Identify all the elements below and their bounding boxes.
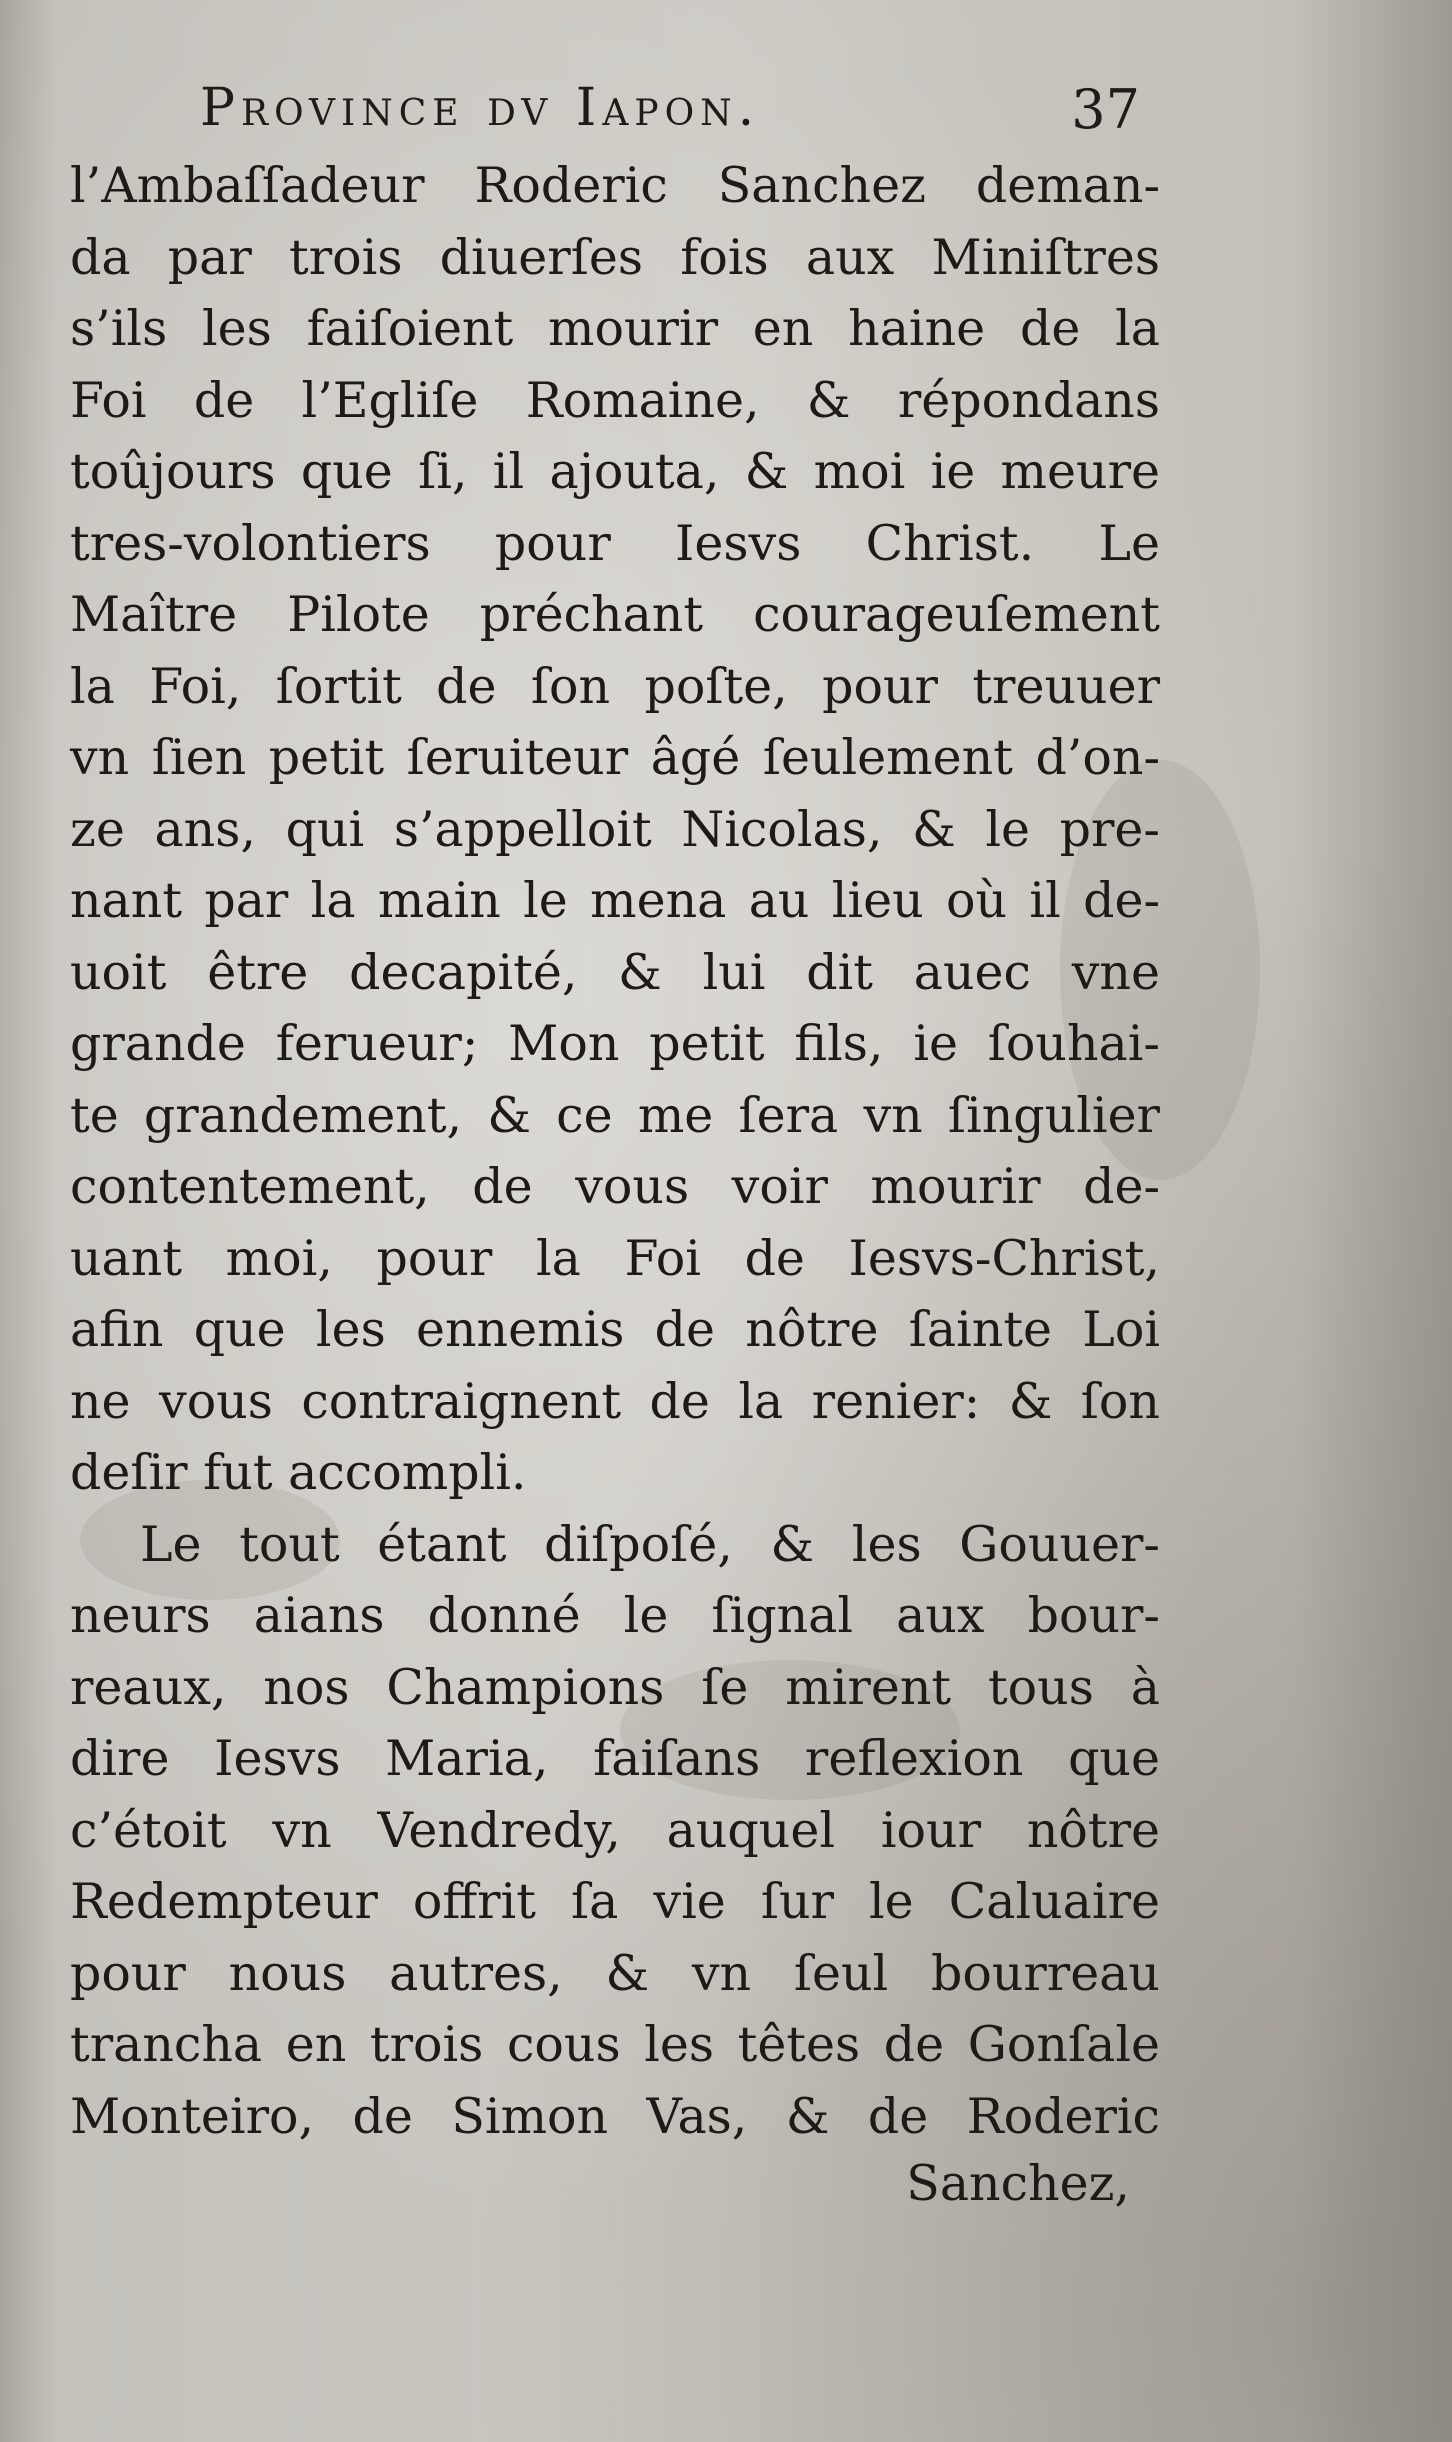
text-line: la Foi, ſortit de ſon poſte, pour treuuer [70,657,1160,715]
page-edge-shadow [1302,0,1452,2442]
text-line: l’Ambaſſadeur Roderic Sanchez deman- [70,157,1160,214]
text-line: trancha en trois cous les têtes de Gonſale [70,2016,1160,2073]
text-line: tres-volontiers pour Iesvs Christ. Le [70,514,1160,572]
text-line: toûjours que ſi, il ajouta, & moi ie meure [70,443,1160,500]
catchword: Sanchez, [906,2155,1130,2212]
paragraph-end-line: deſir fut accompli. [70,1444,527,1501]
text-line: pour nous autres, & vn ſeul bourreau [70,1944,1160,2002]
running-head: Province dv Iapon. [200,78,761,138]
text-line: vn ſien petit ſeruiteur âgé ſeulement d’on- [70,729,1160,786]
text-line: ne vous contraignent de la renier: & ſon [70,1372,1160,1430]
text-line: contentement, de vous voir mourir de- [70,1158,1160,1215]
body-text [70,150,1160,2152]
text-line: neurs aians donné le ſignal aux bour- [70,1587,1160,1644]
text-line: da par trois diuerſes fois aux Miniſtres [70,228,1160,286]
text-line: Redempteur offrit ſa vie ſur le Caluaire [70,1873,1160,1930]
paragraph-start-line: Le tout étant diſpoſé, & les Gouuer- [140,1515,1160,1573]
text-line: reaux, nos Champions ſe mirent tous à [70,1658,1160,1716]
text-line: Monteiro, de Simon Vas, & de Roderic [70,2087,1160,2145]
text-line: dire Iesvs Maria, faiſans reflexion que [70,1730,1160,1787]
text-line: uoit être decapité, & lui dit auec vne [70,943,1160,1001]
page-number: 37 [1071,78,1140,141]
text-line: ze ans, qui s’appelloit Nicolas, & le pre- [70,800,1160,858]
text-line: s’ils les faiſoient mourir en haine de la [70,300,1160,357]
text-line: c’étoit vn Vendredy, auquel iour nôtre [70,1801,1160,1859]
text-line: uant moi, pour la Foi de Iesvs-Christ, [70,1229,1160,1287]
text-line: nant par la main le mena au lieu où il de- [70,872,1160,929]
text-line: te grandement, & ce me ſera vn ſingulier [70,1086,1160,1144]
text-line: grande ferueur; Mon petit fils, ie ſouhai- [70,1015,1160,1072]
text-line: Maître Pilote préchant courageuſement [70,586,1160,643]
page-header [200,78,1160,148]
text-line: Foi de l’Egliſe Romaine, & répondans [70,371,1160,429]
text-line: afin que les ennemis de nôtre ſainte Loi [70,1301,1160,1358]
